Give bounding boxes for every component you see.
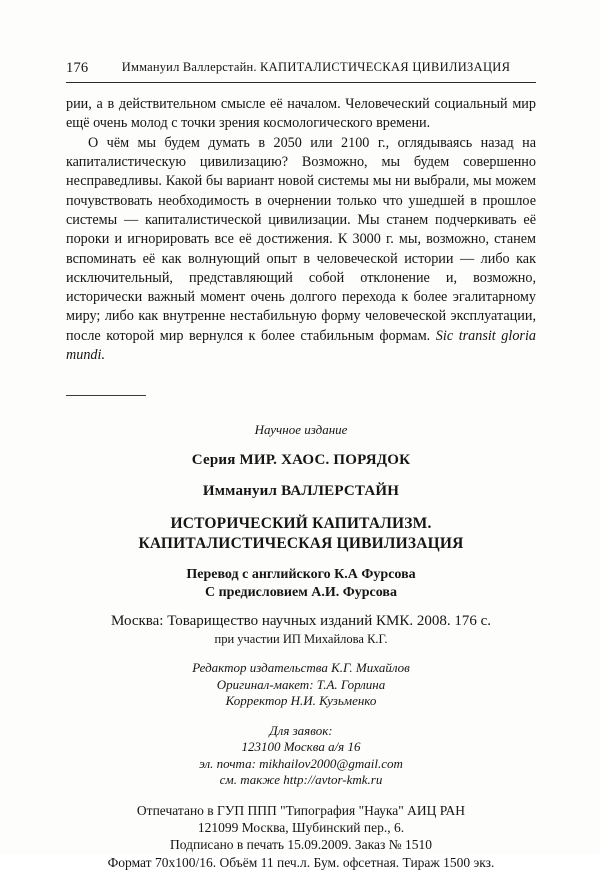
author-name: Иммануил ВАЛЛЕРСТАЙН	[202, 483, 400, 500]
print-date-line: Подписано в печать 15.09.2009. Заказ № 1510	[170, 837, 432, 853]
book-title	[66, 514, 536, 554]
publisher-line: Москва: Товарищество научных изданий КМК. 2008. 176 с.	[110, 613, 491, 630]
print-format-line: Формат 70x100/16. Объём 11 печ.л. Бум. офсетная. Тираж 1500 экз.	[107, 854, 495, 870]
book-title-line2: КАПИТАЛИСТИЧЕСКАЯ ЦИВИЛИЗАЦИЯ	[138, 535, 464, 553]
orders-website: см. также http://avtor-kmk.ru	[219, 772, 383, 788]
co-publisher-line: при участии ИП Михайлова К.Г.	[214, 632, 388, 647]
orders-address: 123100 Москва а/я 16	[241, 739, 361, 755]
print-info-block	[66, 802, 536, 871]
body-text	[66, 95, 536, 365]
header-rule	[66, 82, 536, 83]
orders-label: Для заявок:	[269, 722, 333, 738]
printer-address-line: 121099 Москва, Шубинский пер., 6.	[197, 820, 405, 836]
book-title-line1: ИСТОРИЧЕСКИЙ КАПИТАЛИЗМ.	[170, 515, 432, 533]
colophon	[66, 422, 536, 871]
proofreader-line: Корректор Н.И. Кузьменко	[225, 693, 377, 709]
running-title-book: КАПИТАЛИСТИЧЕСКАЯ ЦИВИЛИЗАЦИЯ	[260, 60, 511, 74]
paragraph	[66, 134, 536, 366]
page-header	[66, 60, 536, 80]
edition-type: Научное издание	[254, 422, 348, 438]
layout-line: Оригинал-макет: Т.А. Горлина	[216, 676, 386, 692]
running-title-author: Иммануил Валлерстайн.	[121, 60, 261, 74]
running-title	[66, 60, 536, 75]
translation-credits	[66, 566, 536, 602]
series-title: Серия МИР. ХАОС. ПОРЯДОК	[191, 452, 411, 469]
paragraph-text: О чём мы будем думать в 2050 или 2100 г., оглядываясь назад на капиталистическую цивилизацию? Возможно, мы будем совершенно несправедливы. Какой бы вариант новой системы мы ни выбрали, мы можем почувствовать необходимость в очернении только что ушедшей в прошлое системы — капиталистической цивилизации. Мы станем подчеркивать её пороки и игнорировать все её достижения. К 3000 г. мы, возможно, станем вспоминать её как волнующий опыт в человеческой истории — либо как исключительный, представляющий собой отклонение и, возможно, исторически важный момент очень долгого перехода к более эгалитарному миру; либо как внутренне нестабильную форму человеческой эксплуатации, после которой мир вернулся к более стабильным формам.	[66, 134, 536, 344]
paragraph-continuation: рии, а в действительном смысле её началом. Человеческий социальный мир ещё очень молод с точки зрения космологического времени.	[66, 96, 536, 132]
translator-line: Перевод с английского К.А Фурсова	[186, 567, 416, 583]
staff-credits	[66, 660, 536, 710]
printer-line: Отпечатано в ГУП ППП "Типография "Наука" АИЦ РАН	[136, 802, 466, 818]
orders-block	[66, 723, 536, 789]
orders-email: эл. почта: mikhailov2000@gmail.com	[199, 755, 403, 771]
foreword-line: С предисловием А.И. Фурсова	[205, 585, 397, 601]
page-number: 176	[66, 60, 89, 76]
latin-phrase: Sic transit gloria mundi.	[66, 327, 536, 364]
colophon-divider-rule	[66, 395, 146, 396]
editor-line: Редактор издательства К.Г. Михайлов	[192, 660, 410, 676]
